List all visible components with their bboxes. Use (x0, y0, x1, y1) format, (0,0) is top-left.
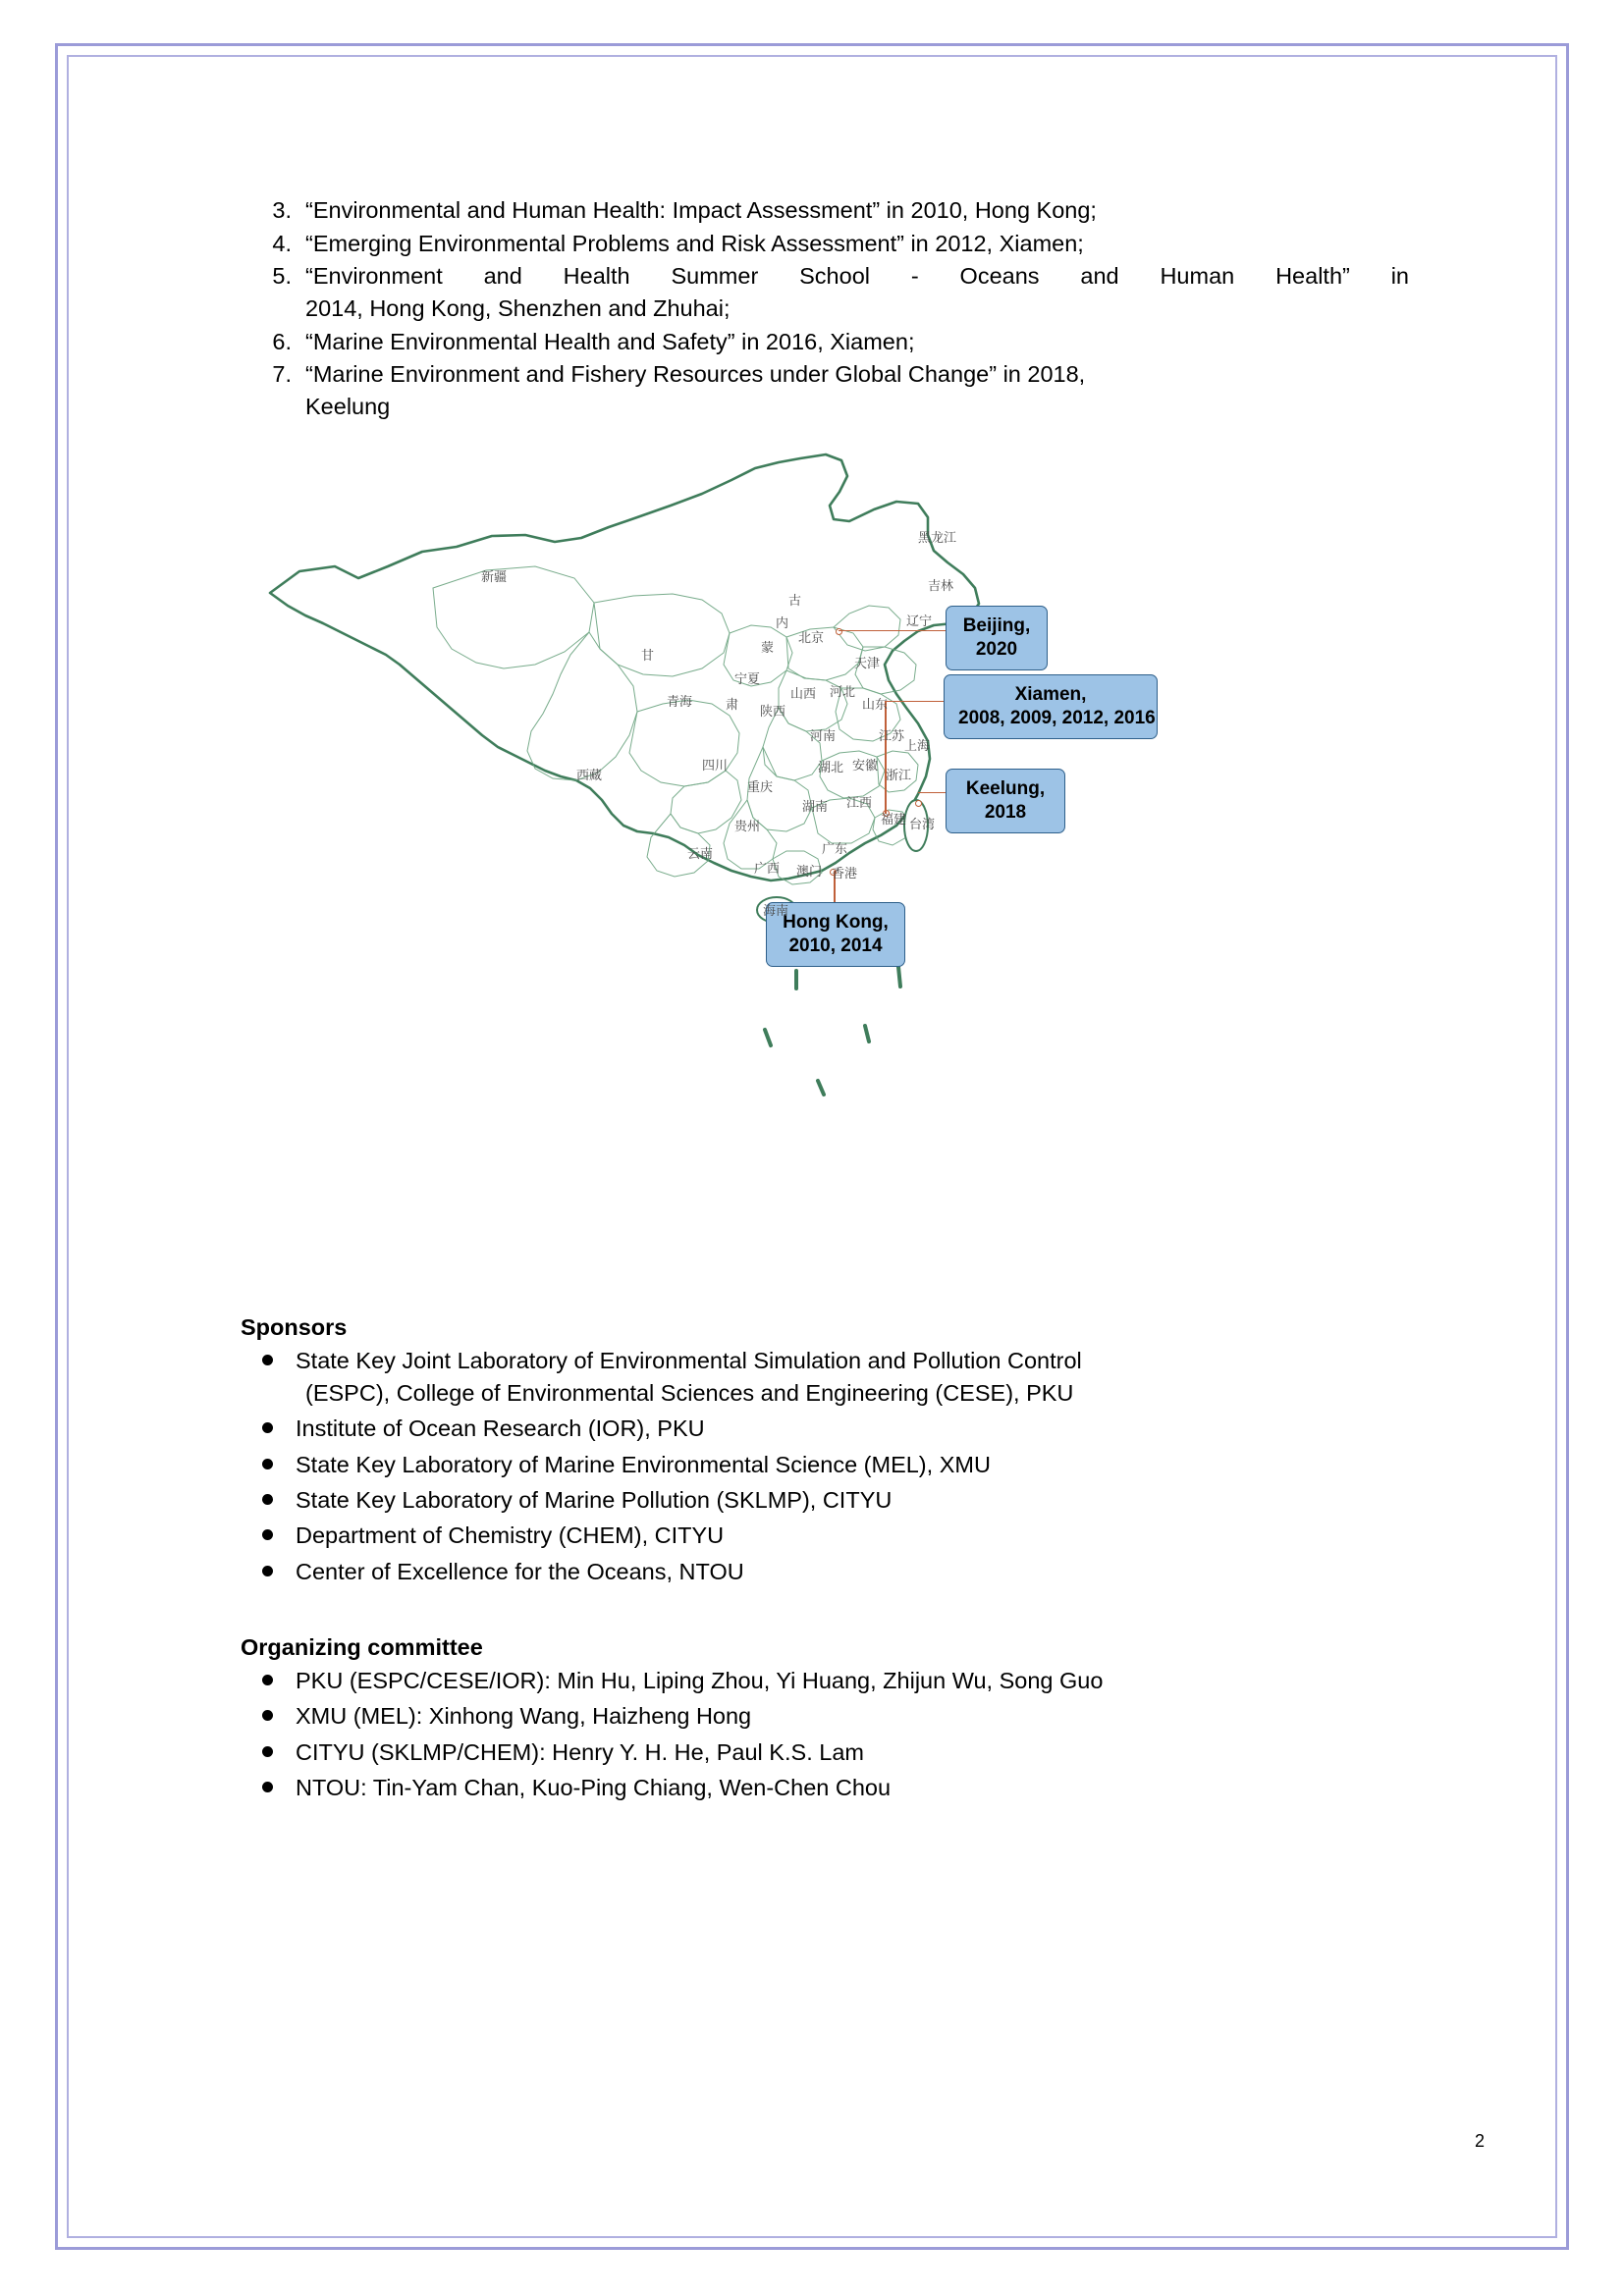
list-item (241, 1772, 1409, 1804)
province-label: 蒙 (761, 640, 775, 656)
callout-keelung-line2: 2018 (984, 801, 1027, 823)
sponsors-heading: Sponsors (241, 1313, 348, 1340)
bullet-icon (262, 1422, 273, 1433)
province-label: 浙江 (886, 768, 912, 783)
leader-line-xiamen-v (885, 701, 887, 814)
list-item (241, 358, 1409, 422)
province-label: 台湾 (909, 817, 936, 832)
province-label: 北京 (798, 630, 825, 646)
leader-line-keelung (918, 792, 946, 794)
province-label: 甘 (641, 648, 655, 664)
leader-line-xiamen-h (885, 701, 944, 703)
province-label: 河北 (830, 684, 856, 700)
province-label: 天津 (854, 656, 881, 671)
province-label: 四川 (702, 758, 729, 774)
committee-line1: NTOU: Tin-Yam Chan, Kuo-Ping Chiang, Wen-Chen Chou (296, 1775, 892, 1801)
sponsor-line1: Institute of Ocean Research (IOR), PKU (296, 1415, 705, 1442)
province-label: 安徽 (852, 758, 879, 774)
province-label: 黑龙江 (918, 530, 957, 546)
province-label: 云南 (687, 846, 714, 862)
china-map-figure (241, 441, 1409, 1305)
list-item-text-line2: Keelung (305, 393, 391, 419)
list-item-text: “Emerging Environmental Problems and Risk Assessment” in 2012, Xiamen; (305, 230, 1084, 256)
organizing-committee-list (241, 1665, 1409, 1804)
bullet-icon (262, 1529, 273, 1540)
province-label: 上海 (904, 738, 931, 754)
province-label: 新疆 (481, 569, 508, 585)
list-item (241, 1413, 1409, 1445)
sponsor-line2: (ESPC), College of Environmental Sciences and Engineering (CESE), PKU (305, 1379, 1074, 1406)
callout-beijing (946, 606, 1048, 671)
bullet-icon (262, 1782, 273, 1792)
list-item (241, 1736, 1409, 1769)
list-item-text: “Environmental and Human Health: Impact Assessment” in 2010, Hong Kong; (305, 197, 1097, 223)
list-item-number: 3. (272, 197, 292, 223)
list-item-text-line1: “Environment and Health Summer School - Oceans and Human Health” in (305, 263, 1409, 290)
china-map-svg (241, 441, 1409, 1305)
callout-xiamen-line1: Xiamen, (1014, 683, 1087, 705)
callout-keelung (946, 769, 1065, 834)
province-label: 宁夏 (734, 671, 761, 687)
list-item (241, 326, 1409, 358)
callout-hongkong-line2: 2010, 2014 (788, 934, 883, 956)
province-label: 澳门 (796, 864, 823, 880)
province-label: 肃 (726, 697, 739, 713)
page-border-outer (55, 43, 1569, 2250)
bullet-icon (262, 1675, 273, 1685)
province-label: 河南 (810, 728, 837, 744)
list-item (241, 260, 1409, 324)
bullet-icon (262, 1566, 273, 1576)
bullet-icon (262, 1710, 273, 1721)
list-item (241, 1700, 1409, 1733)
list-item-text-line2: 2014, Hong Kong, Shenzhen and Zhuhai; (305, 294, 731, 321)
callout-xiamen (944, 674, 1158, 740)
callout-beijing-line2: 2020 (975, 638, 1018, 660)
list-item (241, 1345, 1409, 1411)
list-item-number: 6. (272, 328, 292, 354)
conference-history-list (241, 194, 1409, 423)
bullet-icon (262, 1494, 273, 1505)
list-item-text: “Marine Environmental Health and Safety” in 2016, Xiamen; (305, 328, 915, 354)
list-item (241, 1665, 1409, 1697)
sponsor-line1: Center of Excellence for the Oceans, NTOU (296, 1558, 744, 1584)
committee-line1: PKU (ESPC/CESE/IOR): Min Hu, Liping Zhou, Yi Huang, Zhijun Wu, Song Guo (296, 1668, 1104, 1694)
callout-xiamen-line2: 2008, 2009, 2012, 2016 (958, 707, 1156, 728)
list-item (241, 1449, 1409, 1481)
page-number: 2 (1474, 2131, 1485, 2151)
province-label: 陕西 (760, 704, 786, 720)
list-item (241, 194, 1409, 227)
province-label: 吉林 (928, 578, 954, 594)
committee-line1: XMU (MEL): Xinhong Wang, Haizheng Hong (296, 1703, 752, 1730)
callout-beijing-line1: Beijing, (962, 614, 1031, 636)
province-label: 江苏 (879, 728, 905, 744)
page-border-inner (67, 55, 1557, 2238)
list-item-number: 7. (272, 361, 292, 388)
province-label: 湖北 (818, 760, 844, 775)
page-content (241, 194, 1409, 1808)
sponsor-line1: State Key Laboratory of Marine Pollution (SKLMP), CITYU (296, 1487, 893, 1514)
organizing-committee-heading: Organizing committee (241, 1634, 483, 1661)
province-label: 青海 (667, 694, 693, 710)
province-label: 内 (776, 615, 789, 631)
sponsors-list (241, 1345, 1409, 1589)
list-item (241, 1520, 1409, 1552)
bullet-icon (262, 1459, 273, 1469)
province-label: 山东 (862, 697, 889, 713)
committee-line1: CITYU (SKLMP/CHEM): Henry Y. H. He, Paul K.S. Lam (296, 1738, 864, 1765)
sponsor-line1: State Key Laboratory of Marine Environmental Science (MEL), XMU (296, 1451, 991, 1477)
list-item-text-line1: “Marine Environment and Fishery Resources under Global Change” in 2018, (305, 361, 1086, 388)
list-item-number: 4. (272, 230, 292, 256)
province-label: 广东 (822, 841, 848, 857)
province-label: 香港 (832, 866, 858, 881)
province-label: 湖南 (802, 799, 829, 815)
province-label: 贵州 (734, 819, 761, 834)
province-label: 山西 (790, 686, 817, 702)
province-label: 福建 (881, 812, 907, 828)
list-item-number: 5. (272, 263, 292, 290)
province-label: 重庆 (747, 779, 774, 795)
list-item (241, 1484, 1409, 1517)
province-label: 辽宁 (906, 614, 933, 629)
bullet-icon (262, 1746, 273, 1757)
sponsor-line1: Department of Chemistry (CHEM), CITYU (296, 1522, 725, 1549)
province-label: 广西 (754, 861, 781, 877)
city-dot-keelung (915, 800, 922, 807)
nine-dash-line (765, 967, 900, 1095)
leader-line-beijing (839, 630, 947, 632)
callout-keelung-line1: Keelung, (965, 777, 1046, 799)
callout-hongkong-line1: Hong Kong, (783, 911, 889, 933)
sponsor-line1: State Key Joint Laboratory of Environmental Simulation and Pollution Control (296, 1347, 1082, 1373)
section-gap (241, 1591, 1409, 1625)
province-label: 海南 (763, 903, 789, 919)
list-item (241, 228, 1409, 260)
province-label: 西藏 (576, 768, 603, 783)
list-item (241, 1556, 1409, 1588)
province-label: 江西 (846, 795, 873, 811)
bullet-icon (262, 1355, 273, 1365)
province-label: 古 (788, 593, 802, 609)
